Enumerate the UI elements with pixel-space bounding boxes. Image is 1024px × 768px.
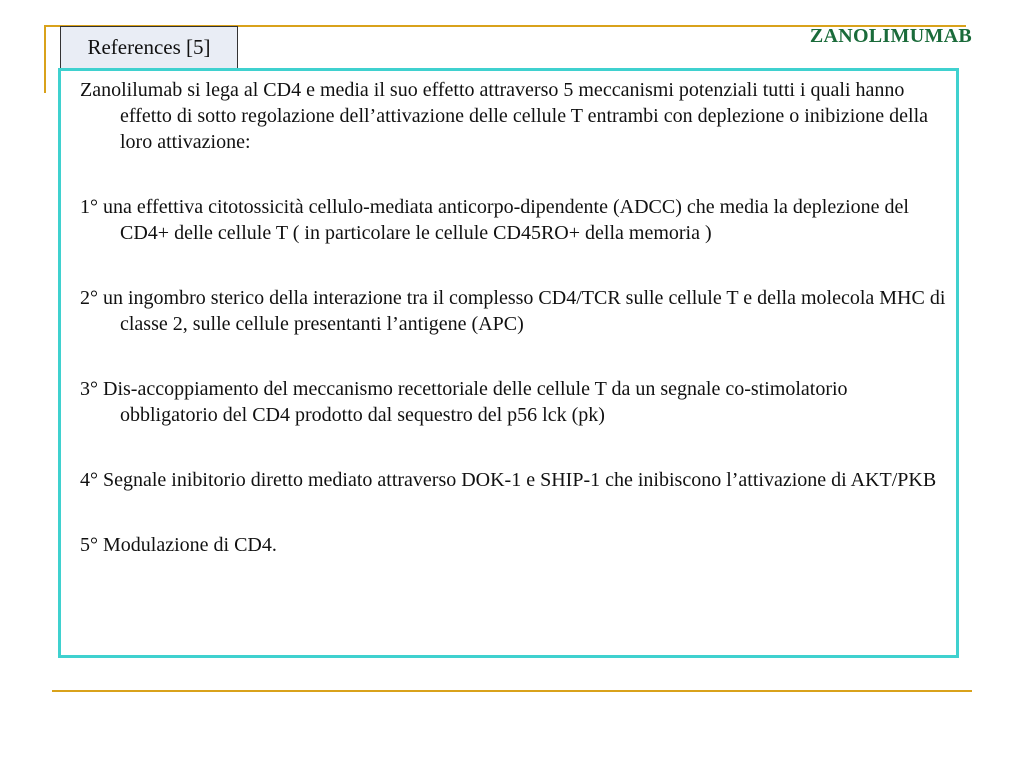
mechanism-4-paragraph: 4° Segnale inibitorio diretto mediato attraverso DOK-1 e SHIP-1 che inibiscono l’attivazione di AKT/PKB <box>80 469 937 491</box>
mechanism-2-paragraph: 2° un ingombro sterico della interazione tra il complesso CD4/TCR sulle cellule T e della molecola MHC di classe 2, sulle cellule presentanti l’antigene (APC) <box>80 287 946 335</box>
slide-brand-title: ZANOLIMUMAB <box>809 25 972 47</box>
mechanism-3-paragraph: 3° Dis-accoppiamento del meccanismo recettoriale delle cellule T da un segnale co-stimolatorio obbligatorio del CD4 prodotto dal sequestro del p56 lck (pk) <box>80 378 848 426</box>
mechanism-5-paragraph: 5° Modulazione di CD4. <box>80 534 277 556</box>
references-tab <box>60 26 238 68</box>
mechanism-1-paragraph: 1° una effettiva citotossicità cellulo-mediata anticorpo-dipendente (ADCC) che media la deplezione del CD4+ delle cellule T ( in particolare le cellule CD45RO+ della memoria ) <box>80 196 909 244</box>
intro-paragraph: Zanolilumab si lega al CD4 e media il suo effetto attraverso 5 meccanismi potenziali tutti i quali hanno effetto di sotto regolazione dell’attivazione delle cellule T entrambi con deplezione o inibizione della loro attivazione: <box>80 79 929 153</box>
content-box <box>58 68 959 658</box>
bottom-divider-line <box>52 690 972 692</box>
left-accent-line <box>44 25 46 93</box>
references-tab-label: References [5] <box>87 35 211 59</box>
